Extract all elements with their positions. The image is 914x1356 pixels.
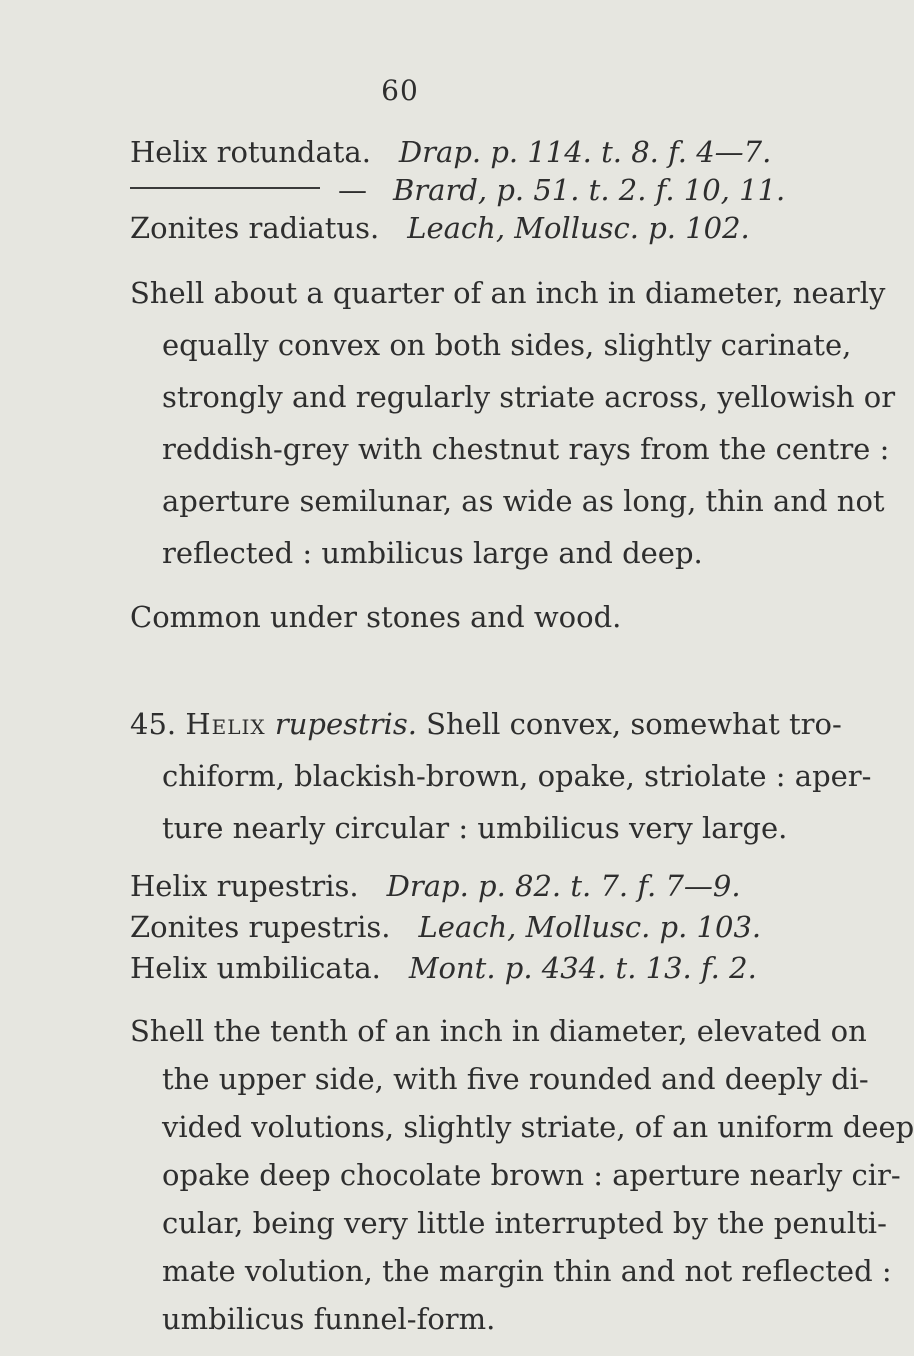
- description-line: Shell the tenth of an inch in diameter, elevated on: [130, 1014, 867, 1048]
- synonym-line: [130, 134, 771, 170]
- synonym-line: [130, 868, 741, 904]
- species-description-line: chiform, blackish-brown, opake, striolate : aper-: [162, 759, 872, 793]
- description-line: strongly and regularly striate across, yellowish or: [162, 380, 896, 414]
- description-line: Shell about a quarter of an inch in diameter, nearly: [130, 276, 886, 310]
- synonym-reference: Drap. p. 82. t. 7. f. 7—9.: [386, 869, 741, 903]
- synonym-name: Helix rupestris.: [130, 869, 359, 903]
- synonym-line: [130, 909, 761, 945]
- synonym-name: Zonites rupestris.: [130, 910, 391, 944]
- synonym-reference: Brard, p. 51. t. 2. f. 10, 11.: [393, 173, 786, 207]
- description-line: reflected : umbilicus large and deep.: [162, 536, 703, 570]
- synonym-reference: Drap. p. 114. t. 8. f. 4—7.: [398, 135, 772, 169]
- synonym-name: Zonites radiatus.: [130, 211, 380, 245]
- synonym-reference: Leach, Mollusc. p. 103.: [418, 910, 762, 944]
- synonym-line: [130, 172, 785, 208]
- species-description-line: ture nearly circular : umbilicus very large.: [162, 811, 788, 845]
- description-line: mate volution, the margin thin and not reflected :: [162, 1254, 892, 1288]
- description-line: vided volutions, slightly striate, of an uniform deep: [162, 1110, 914, 1144]
- ditto-rule: [130, 187, 320, 189]
- description-line: the upper side, with five rounded and deeply di-: [162, 1062, 869, 1096]
- species-description: Shell convex, somewhat tro-: [426, 707, 842, 741]
- synonym-reference: Leach, Mollusc. p. 102.: [407, 211, 750, 245]
- species-genus: Helix: [185, 707, 266, 741]
- description-line: cular, being very little interrupted by the penulti-: [162, 1206, 887, 1240]
- species-epithet: rupestris.: [274, 707, 417, 741]
- description-line: equally convex on both sides, slightly carinate,: [162, 328, 852, 362]
- habitat-line: Common under stones and wood.: [130, 600, 622, 634]
- species-number: 45.: [130, 707, 177, 741]
- page-number: 60: [381, 74, 419, 107]
- description-line: aperture semilunar, as wide as long, thin and not: [162, 484, 885, 518]
- description-line: opake deep chocolate brown : aperture nearly cir-: [162, 1158, 901, 1192]
- synonym-name: Helix rotundata.: [130, 135, 371, 169]
- description-line: umbilicus funnel-form.: [162, 1302, 496, 1336]
- synonym-line: [130, 950, 757, 986]
- synonym-name: Helix umbilicata.: [130, 951, 381, 985]
- synonym-name: —: [338, 173, 367, 207]
- synonym-line: [130, 210, 750, 246]
- description-line: reddish-grey with chestnut rays from the centre :: [162, 432, 890, 466]
- synonym-reference: Mont. p. 434. t. 13. f. 2.: [408, 951, 757, 985]
- species-heading: [130, 706, 842, 742]
